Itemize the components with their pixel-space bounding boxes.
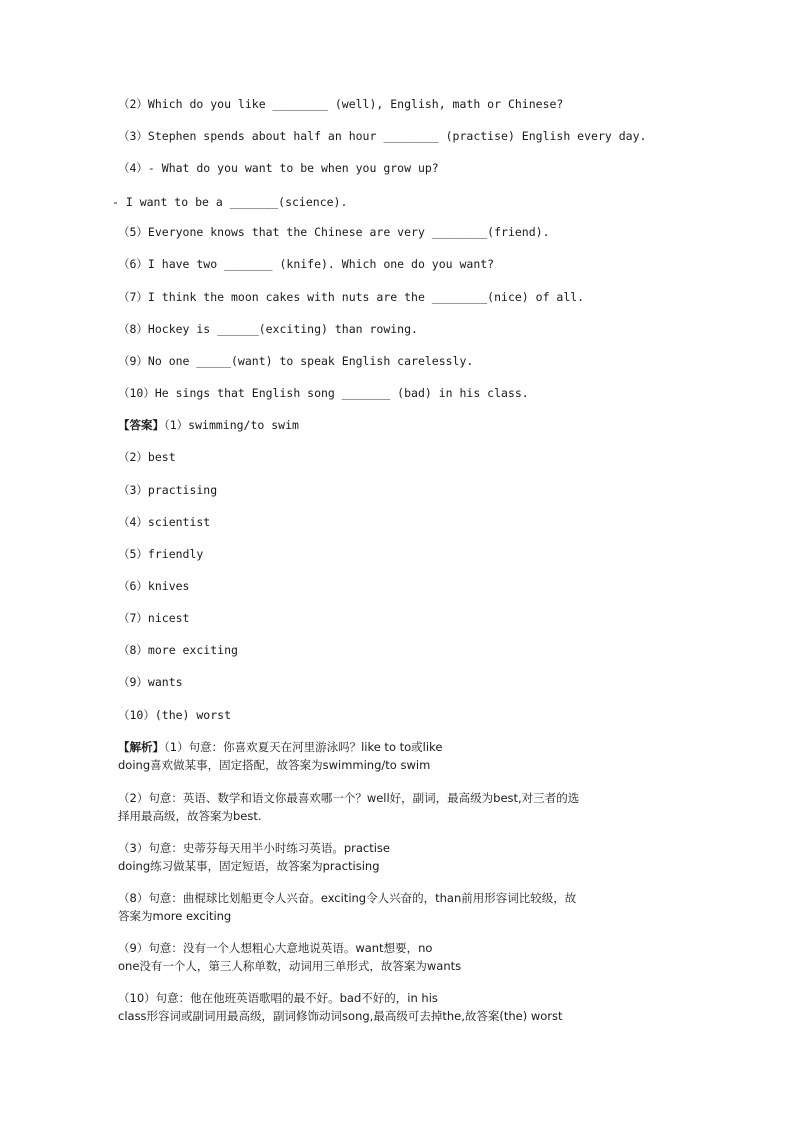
analysis-9-line-2: one没有一个人，第三人称单数，动词用三单形式，故答案为wants [118, 959, 462, 973]
answer-2: （2）best [118, 450, 176, 464]
analysis-3-line-1: （3）句意：史蒂芬每天用半小时练习英语。practise [118, 841, 390, 855]
answer-label: 【答案】 [118, 418, 164, 432]
analysis-8-line-2: 答案为more exciting [118, 909, 232, 923]
analysis-8-line-1: （8）句意：曲棍球比划船更令人兴奋。exciting令人兴奋的，than前用形容词比较级，故 [118, 891, 577, 905]
answer-3: （3）practising [118, 483, 218, 497]
analysis-3-line-2: doing练习做某事，固定短语，故答案为practising [118, 859, 380, 873]
question-7: （7）I think the moon cakes with nuts are the ________(nice) of all. [118, 290, 585, 304]
question-4-reply: - I want to be a _______(science). [112, 195, 348, 209]
question-2: （2）Which do you like ________ (well), English, math or Chinese? [118, 97, 564, 111]
question-3: （3）Stephen spends about half an hour ________ (practise) English every day. [118, 129, 647, 143]
question-10: （10）He sings that English song _______ (bad) in his class. [118, 386, 529, 400]
analysis-1-line-2: doing喜欢做某事，固定搭配，故答案为swimming/to swim [118, 758, 431, 772]
answer-1: （1）swimming/to swim [164, 418, 299, 432]
answer-5: （5）friendly [118, 547, 204, 561]
answer-9: （9）wants [118, 675, 183, 689]
analysis-2-line-1: （2）句意：英语、数学和语文你最喜欢哪一个？well好，副词，最高级为best,对三者的选 [118, 791, 580, 805]
question-5: （5）Everyone knows that the Chinese are very ________(friend). [118, 225, 550, 239]
answer-heading [118, 417, 299, 433]
analysis-10-line-2: class形容词或副词用最高级，副词修饰动词song,最高级可去掉the,故答案(the) worst [118, 1009, 563, 1023]
question-6: （6）I have two _______ (knife). Which one do you want? [118, 257, 495, 271]
analysis-2-line-2: 择用最高级，故答案为best. [118, 809, 262, 823]
question-4: （4）- What do you want to be when you grow up? [118, 161, 439, 175]
question-8: （8）Hockey is ______(exciting) than rowing. [118, 322, 418, 336]
question-9: （9）No one _____(want) to speak English carelessly. [118, 354, 474, 368]
answer-4: （4）scientist [118, 515, 211, 529]
answer-10: （10）(the) worst [118, 708, 232, 722]
analysis-label: 【解析】 [118, 740, 164, 754]
answer-8: （8）more exciting [118, 643, 238, 657]
analysis-10-line-1: （10）句意：他在他班英语歌唱的最不好。bad不好的，in his [118, 991, 438, 1005]
analysis-9-line-1: （9）句意：没有一个人想粗心大意地说英语。want想要，no [118, 941, 433, 955]
analysis-1-line-1: 【解析】（1）句意：你喜欢夏天在河里游泳吗？like to to或like [118, 740, 443, 754]
answer-6: （6）knives [118, 579, 190, 593]
answer-7: （7）nicest [118, 611, 190, 625]
